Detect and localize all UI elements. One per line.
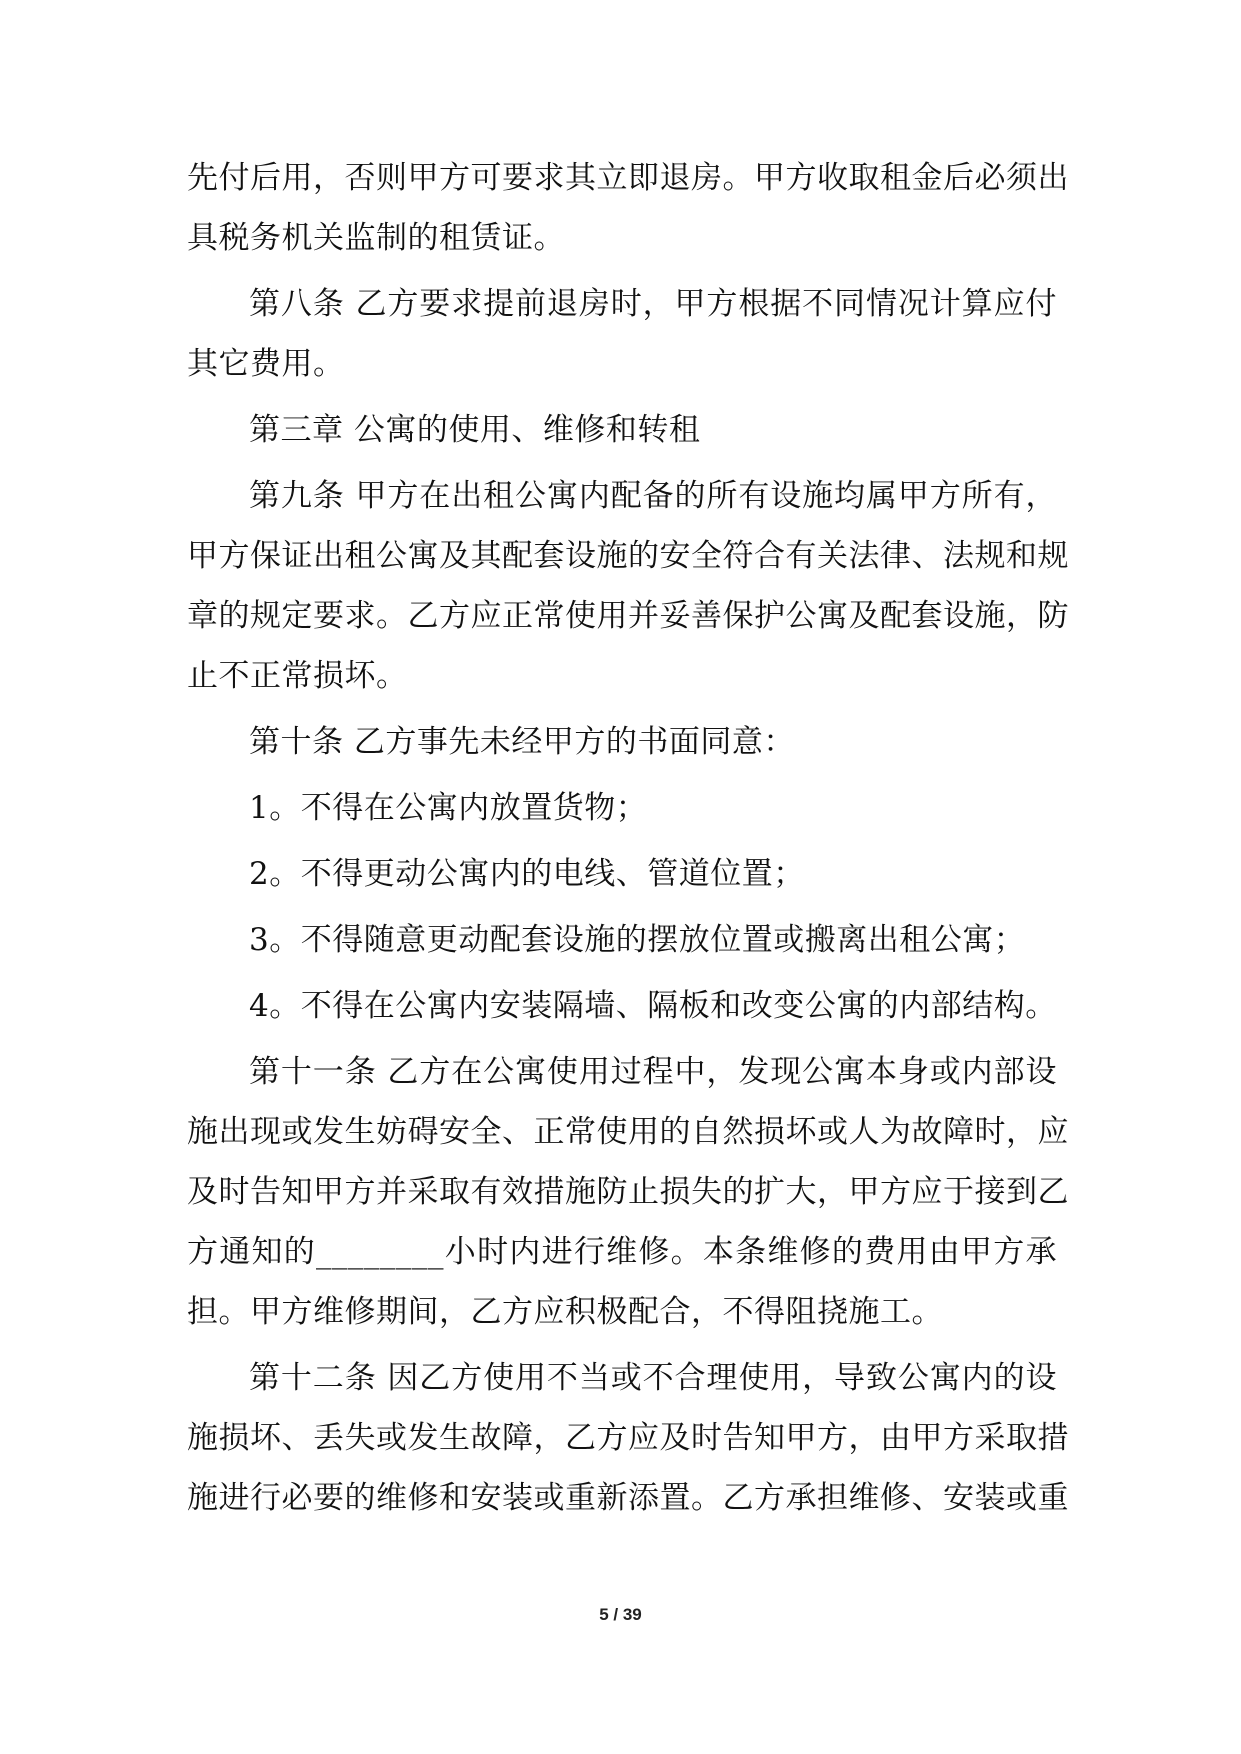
text-line: 第十二条 因乙方使用不当或不合理使用，导致公寓内的设 (249, 1360, 1057, 1396)
text-line: 2。不得更动公寓内的电线、管道位置； (249, 856, 805, 892)
text-line: 第八条 乙方要求提前退房时，甲方根据不同情况计算应付 (249, 286, 1057, 322)
text-line: 第三章 公寓的使用、维修和转租 (249, 412, 701, 448)
page-number: 5 / 39 (599, 1605, 642, 1624)
text-line: 施出现或发生妨碍安全、正常使用的自然损坏或人为故障时，应 (187, 1114, 1069, 1150)
text-line: 具税务机关监制的租赁证。 (187, 220, 565, 256)
text-line: 止不正常损坏。 (187, 658, 408, 694)
text-line: 第九条 甲方在出租公寓内配备的所有设施均属甲方所有， (249, 478, 1057, 514)
text-line: 先付后用，否则甲方可要求其立即退房。甲方收取租金后必须出 (187, 160, 1069, 196)
text-line: 担。甲方维修期间，乙方应积极配合，不得阻挠施工。 (187, 1294, 943, 1330)
text-line: 章的规定要求。乙方应正常使用并妥善保护公寓及配套设施，防 (187, 598, 1069, 634)
text-line: 施进行必要的维修和安装或重新添置。乙方承担维修、安装或重 (187, 1480, 1069, 1516)
text-line: 1。不得在公寓内放置货物； (249, 790, 648, 826)
text-line: 方通知的________小时内进行维修。本条维修的费用由甲方承 (187, 1234, 1057, 1270)
text-line: 4。不得在公寓内安装隔墙、隔板和改变公寓的内部结构。 (249, 988, 1057, 1024)
text-line: 第十一条 乙方在公寓使用过程中，发现公寓本身或内部设 (249, 1054, 1057, 1090)
text-line: 3。不得随意更动配套设施的摆放位置或搬离出租公寓； (249, 922, 1026, 958)
text-line: 第十条 乙方事先未经甲方的书面同意： (249, 724, 795, 760)
text-line: 施损坏、丢失或发生故障，乙方应及时告知甲方，由甲方采取措 (187, 1420, 1069, 1456)
text-line: 其它费用。 (187, 346, 345, 382)
document-body (187, 148, 1069, 1528)
text-line: 及时告知甲方并采取有效措施防止损失的扩大，甲方应于接到乙 (187, 1174, 1069, 1210)
text-line: 甲方保证出租公寓及其配套设施的安全符合有关法律、法规和规 (187, 538, 1069, 574)
